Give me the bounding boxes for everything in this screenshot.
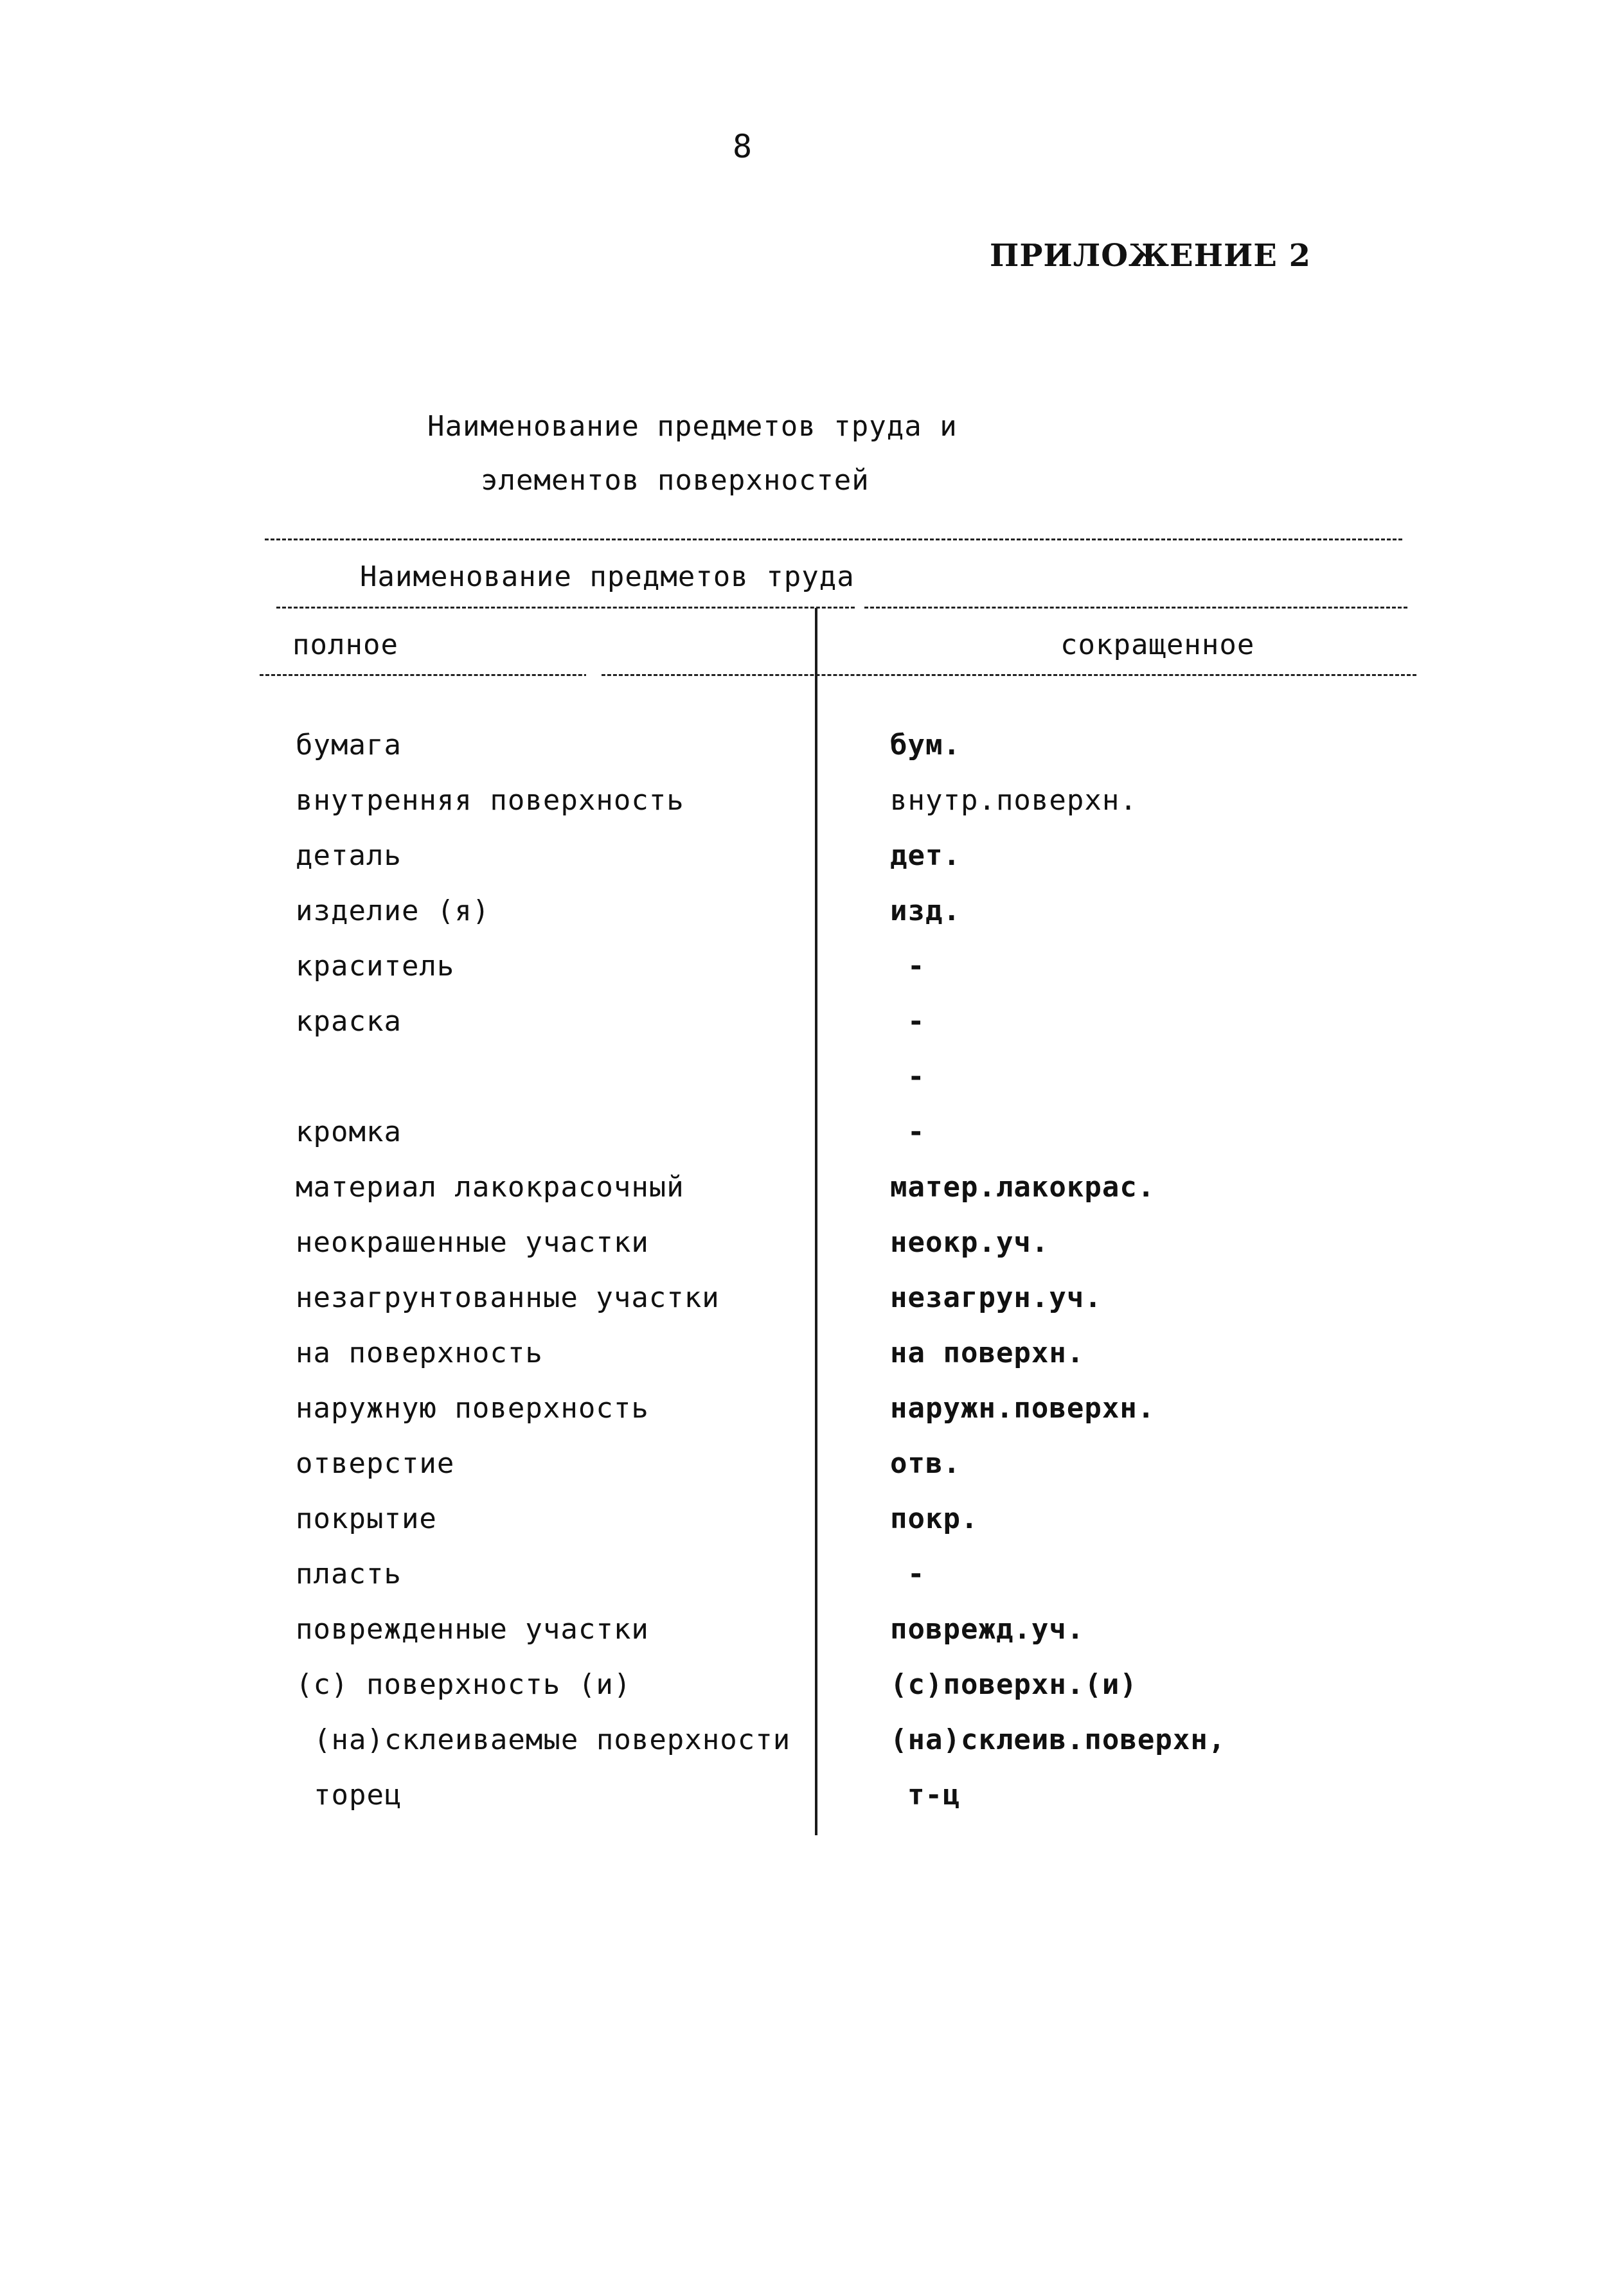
group-header-rule-right [864, 607, 1407, 609]
column-header-rule [260, 674, 1416, 676]
document-title-line-2: элементов поверхностей [481, 464, 870, 497]
cell-full-name: изделие (я) [296, 894, 490, 927]
cell-full-name: бумага [296, 729, 402, 761]
table-row [0, 1058, 1624, 1103]
table-row [0, 1721, 1624, 1766]
cell-full-name: отверстие [296, 1447, 455, 1480]
appendix-label: ПРИЛОЖЕНИЕ 2 [990, 238, 1311, 274]
cell-full-name: на поверхность [296, 1337, 543, 1369]
table-row [0, 1113, 1624, 1158]
cell-full-name: незагрунтованные участки [296, 1281, 720, 1314]
table-row [0, 837, 1624, 882]
table-row [0, 947, 1624, 992]
table-row [0, 1334, 1624, 1379]
cell-short-name: - [907, 1060, 925, 1093]
cell-full-name: кромка [296, 1116, 402, 1148]
cell-short-name: на поверхн. [890, 1337, 1085, 1369]
cell-full-name: внутренняя поверхность [296, 784, 684, 817]
table-row [0, 781, 1624, 826]
cell-short-name: т-ц [907, 1779, 961, 1811]
cell-short-name: неокр.уч. [890, 1226, 1049, 1259]
table-row [0, 1445, 1624, 1490]
cell-short-name: наружн.поверхн. [890, 1392, 1156, 1425]
table-row [0, 892, 1624, 937]
cell-full-name: (с) поверхность (и) [296, 1668, 632, 1701]
table-row [0, 1279, 1624, 1324]
table-top-rule [265, 538, 1402, 540]
table-row [0, 1555, 1624, 1600]
table-row [0, 1002, 1624, 1047]
column-header-short: сокращенное [1060, 628, 1255, 661]
cell-short-name: матер.лакокрас. [890, 1171, 1156, 1204]
column-header-rule-gap [586, 671, 602, 679]
cell-short-name: (с)поверхн.(и) [890, 1668, 1138, 1701]
cell-full-name: краска [296, 1005, 402, 1038]
page-number: 8 [733, 128, 753, 165]
cell-short-name: - [907, 1005, 925, 1038]
cell-short-name: - [907, 950, 925, 983]
group-header-rule-left [276, 607, 855, 609]
table-row [0, 1168, 1624, 1213]
table-row [0, 1610, 1624, 1655]
cell-full-name: пласть [296, 1558, 402, 1590]
cell-short-name: отв. [890, 1447, 961, 1480]
cell-full-name: поврежденные участки [296, 1613, 649, 1646]
table-row [0, 726, 1624, 771]
cell-full-name: наружную поверхность [296, 1392, 649, 1425]
cell-short-name: внутр.поверхн. [890, 784, 1138, 817]
cell-full-name: неокрашенные участки [296, 1226, 649, 1259]
cell-short-name: изд. [890, 894, 961, 927]
cell-short-name: (на)склеив.поверхн, [890, 1723, 1226, 1756]
column-header-full: полное [292, 628, 398, 661]
cell-short-name: покр. [890, 1502, 979, 1535]
table-row [0, 1776, 1624, 1821]
cell-short-name: поврежд.уч. [890, 1613, 1085, 1646]
document-title-line-1: Наименование предметов труда и [427, 410, 958, 443]
cell-short-name: дет. [890, 839, 961, 872]
cell-full-name: краситель [296, 950, 455, 983]
cell-full-name: материал лакокрасочный [296, 1171, 684, 1204]
table-row [0, 1666, 1624, 1711]
cell-short-name: незагрун.уч. [890, 1281, 1102, 1314]
cell-short-name: - [907, 1116, 925, 1148]
table-group-header: Наименование предметов труда [360, 560, 855, 593]
cell-short-name: - [907, 1558, 925, 1590]
table-row [0, 1389, 1624, 1434]
cell-full-name: (на)склеиваемые поверхности [314, 1723, 791, 1756]
cell-full-name: деталь [296, 839, 402, 872]
cell-short-name: бум. [890, 729, 961, 761]
table-row [0, 1500, 1624, 1545]
table-row [0, 1223, 1624, 1268]
cell-full-name: покрытие [296, 1502, 437, 1535]
cell-full-name: торец [314, 1779, 402, 1811]
